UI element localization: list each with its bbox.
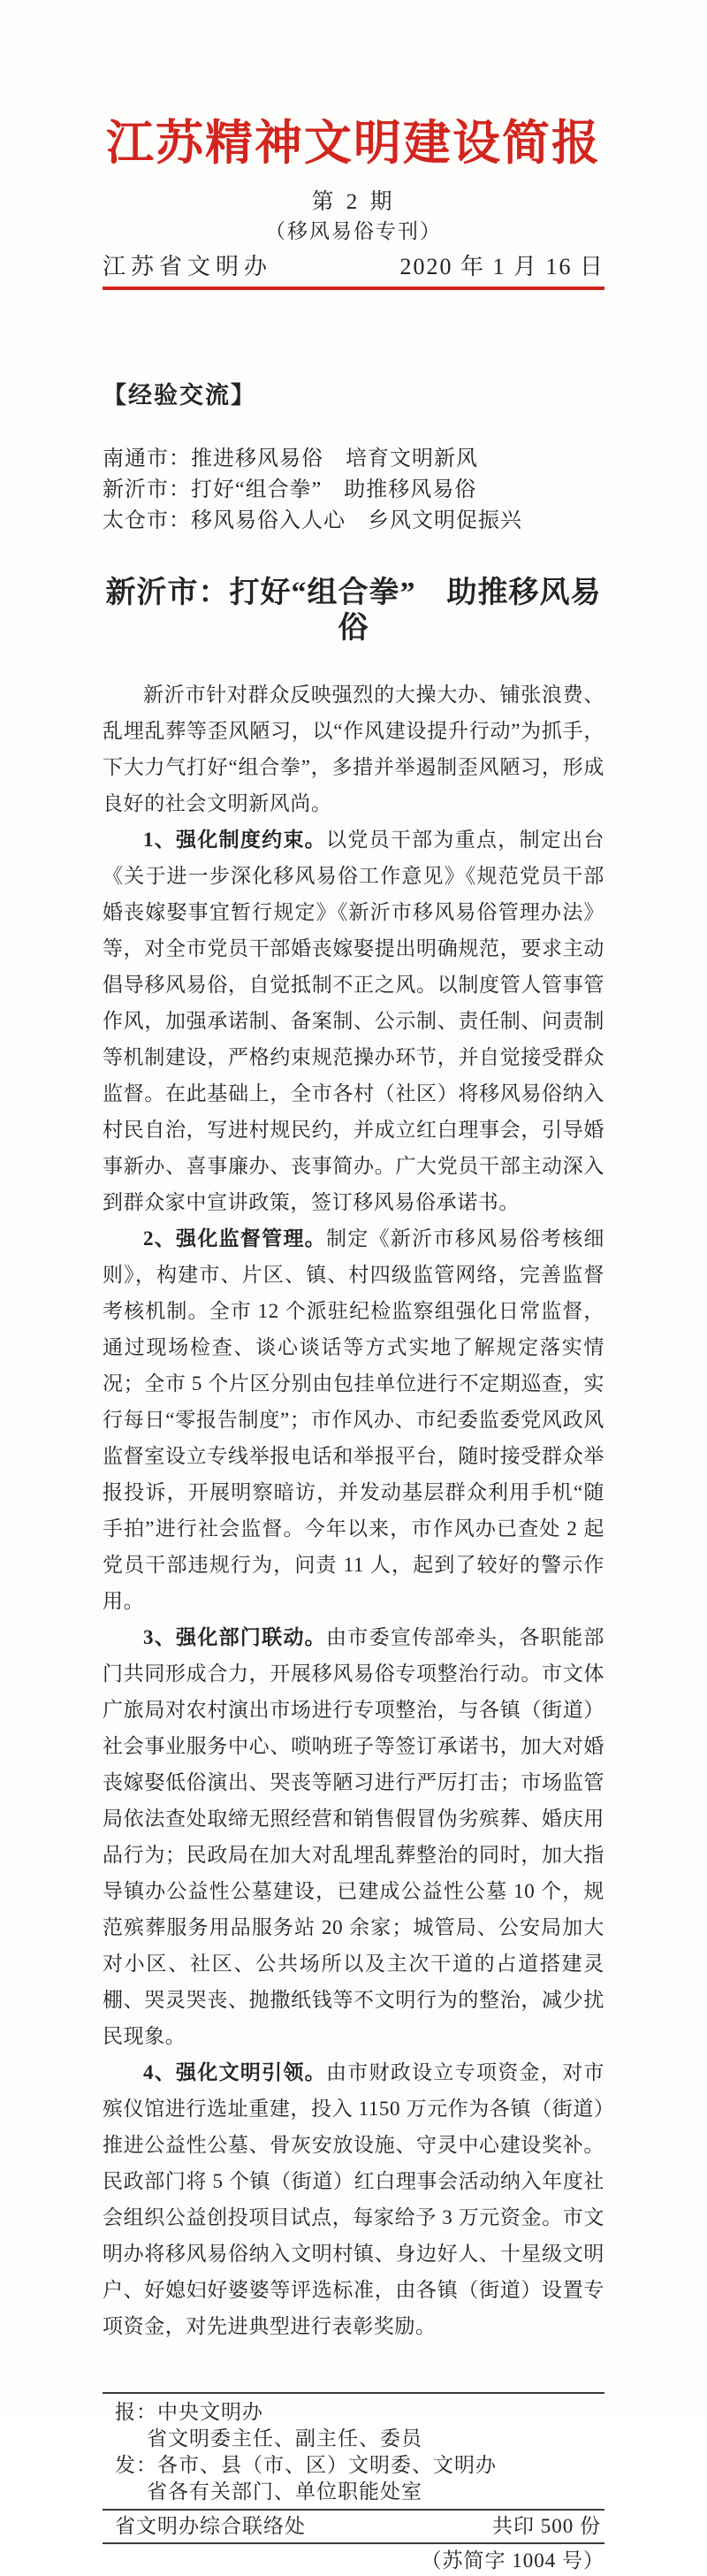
publisher-row <box>103 253 604 281</box>
article-paragraph-3 <box>103 1619 604 2054</box>
report-to-line-2: 省文明委主任、副主任、委员 <box>147 2427 422 2450</box>
send-to-line-2: 省各有关部门、单位职能处室 <box>147 2480 422 2503</box>
toc-item-xinyi: 新沂市：打好“组合拳” 助推移风易俗 <box>103 478 477 501</box>
bulletin-title: 江苏精神文明建设简报 <box>106 117 601 170</box>
masthead <box>103 0 604 290</box>
article <box>103 576 604 2344</box>
paragraph-text: 由市委宣传部牵头，各职能部门共同形成合力，开展移风易俗专项整治行动。市文体广旅局对农村演出市场进行专项整治，与各镇（街道）社会事业服务中心、唢呐班子等签订承诺书，加大对婚丧嫁娶低俗演出、哭丧等陋习进行严厉打击；市场监管局依法查处取缔无照经营和销售假冒伪劣殡葬、婚庆用品行为；民政局在加大对乱埋乱葬整治的同时，加大指导镇办公益性公墓建设，已建成公益性公墓 10 个，规范殡葬服务用品服务站 20 余家；城管局、公安局加大对小区、社区、公共场所以及主次干道的占道搭建灵棚、哭灵哭丧、抛撒纸钱等不文明行为的整治，减少扰民现象。 <box>103 1626 604 2047</box>
send-to-row <box>103 2452 604 2479</box>
article-body <box>103 676 604 2344</box>
paragraph-text: 以党员干部为重点，制定出台《关于进一步深化移风易俗工作意见》《规范党员干部婚丧嫁娶事宜暂行规定》《新沂市移风易俗管理办法》等，对全市党员干部婚丧嫁娶提出明确规范，要求主动倡导移风易俗，自觉抵制不正之风。以制度管人管事管作风，加强承诺制、备案制、公示制、责任制、问责制等机制建设，严格约束规范操办环节，并自觉接受群众监督。在此基础上，全市各村（社区）将移风易俗纳入村民自治，写进村规民约，并成立红白理事会，引导婚事新办、喜事廉办、丧事简办。广大党员干部主动深入到群众家中宣讲政策，签订移风易俗承诺书。 <box>103 829 604 1213</box>
send-to-row <box>103 2479 604 2505</box>
send-label: 发： <box>115 2454 157 2476</box>
paragraph-text: 新沂市针对群众反映强烈的大操大办、铺张浪费、乱埋乱葬等歪风陋习，以“作风建设提升行动”为抓手，下大力气打好“组合拳”，多措并举遏制歪风陋习，形成良好的社会文明新风尚。 <box>103 684 604 814</box>
issuer-row <box>103 2509 604 2544</box>
paragraph-text: 由市财政设立专项资金，对市殡仪馆进行选址重建，投入 1150 万元作为各镇（街道）推进公益性公墓、骨灰安放设施、守灵中心建设奖补。民政部门将 5 个镇（街道）红白理事会活动纳入年度社会组织公益创投项目试点，每家给予 3 万元资金。市文明办将移风易俗纳入文明村镇、身边好人、十星级文明户、好媳妇好婆婆等评选标准，由各镇（街道）设置专项资金，对先进典型进行表彰奖励。 <box>103 2061 604 2337</box>
toc-item-nantong: 南通市：推进移风易俗 培育文明新风 <box>103 447 478 470</box>
distribution-block <box>103 2392 604 2509</box>
toc-list <box>103 444 604 537</box>
document-number: （苏简字 1004 号） <box>421 2549 604 2572</box>
masthead-divider <box>103 287 604 290</box>
report-label: 报： <box>115 2401 157 2423</box>
issue-number: 第 2 期 <box>311 190 396 214</box>
send-to-line-1: 各市、县（市、区）文明委、文明办 <box>157 2454 497 2476</box>
toc-item-taicang: 太仓市：移风易俗入人心 乡风文明促振兴 <box>103 509 522 532</box>
report-to-line-1: 中央文明办 <box>157 2401 263 2423</box>
distribution-footer <box>103 2392 604 2576</box>
publish-date: 2020 年 1 月 16 日 <box>399 254 604 279</box>
article-paragraph-4 <box>103 2054 604 2344</box>
article-title: 新沂市：打好“组合拳” 助推移风易俗 <box>105 577 602 645</box>
special-edition-label: （移风易俗专刊） <box>265 220 442 242</box>
article-paragraph-intro <box>103 676 604 822</box>
paragraph-lead: 2、强化监督管理。 <box>143 1227 327 1250</box>
paragraph-lead: 3、强化部门联动。 <box>143 1626 327 1648</box>
report-to-row <box>103 2399 604 2426</box>
paragraph-lead: 4、强化文明引领。 <box>143 2061 327 2083</box>
experience-exchange-section <box>103 382 604 537</box>
report-to-row <box>103 2426 604 2452</box>
section-heading: 【经验交流】 <box>103 382 256 409</box>
article-paragraph-2 <box>103 1220 604 1619</box>
publisher-name: 江苏省文明办 <box>103 254 273 279</box>
paragraph-lead: 1、强化制度约束。 <box>143 829 327 851</box>
print-count: 共印 500 份 <box>492 2515 601 2537</box>
paragraph-text: 制定《新沂市移风易俗考核细则》，构建市、片区、镇、村四级监管网络，完善监督考核机制。全市 12 个派驻纪检监察组强化日常监督，通过现场检查、谈心谈话等方式实地了解规定落实情况；全市 5 个片区分别由包挂单位进行不定期巡查，实行每日“零报告制度”；市作风办、市纪委监委党风政风监督室设立专线举报电话和举报平台，随时接受群众举报投诉，开展明察暗访，并发动基层群众利用手机“随手拍”进行社会监督。今年以来，市作风办已查处 2 起党员干部违规行为，问责 11 人，起到了较好的警示作用。 <box>103 1227 604 1612</box>
issuer-name: 省文明办综合联络处 <box>115 2515 306 2537</box>
article-paragraph-1 <box>103 822 604 1220</box>
